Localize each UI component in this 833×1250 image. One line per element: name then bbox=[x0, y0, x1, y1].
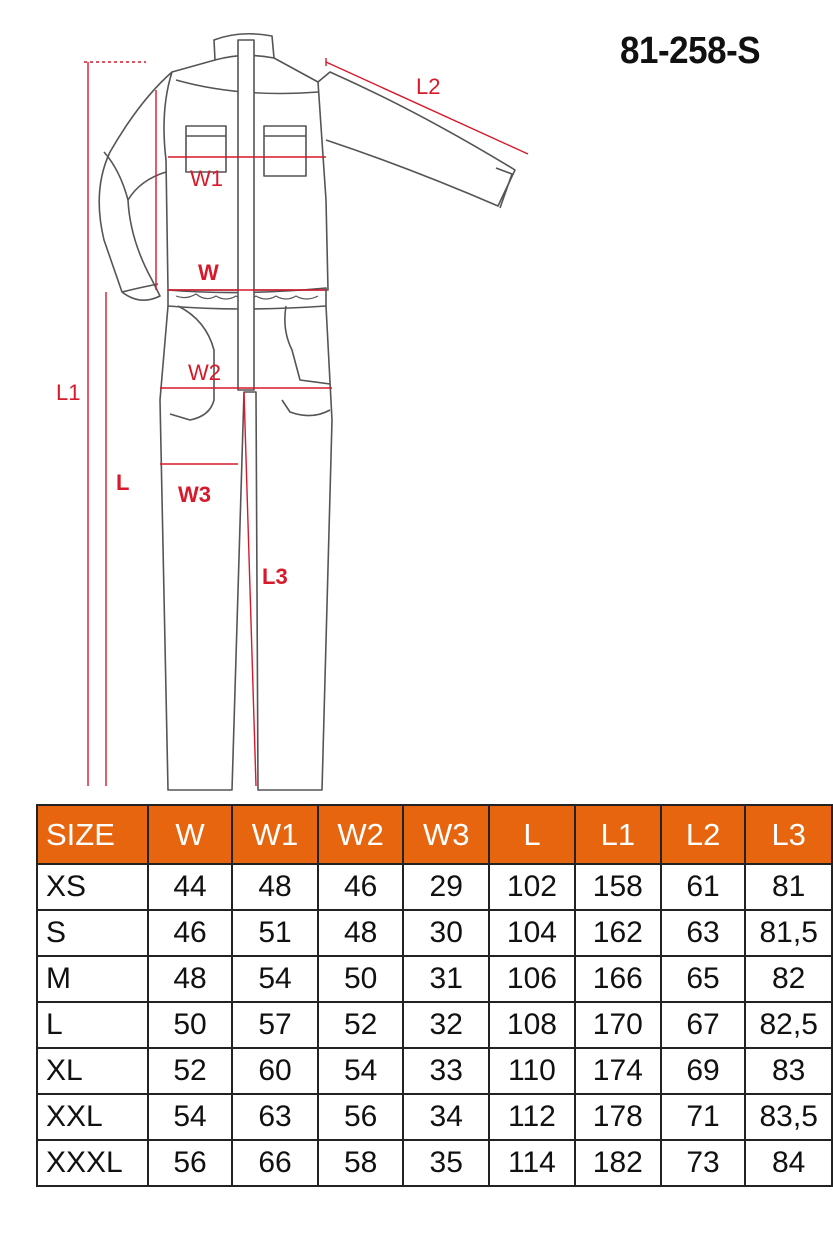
cell-l3: 83,5 bbox=[745, 1094, 832, 1140]
cell-w: 50 bbox=[148, 1002, 232, 1048]
header-l3: L3 bbox=[745, 805, 832, 864]
cell-w: 56 bbox=[148, 1140, 232, 1186]
label-w3: W3 bbox=[178, 482, 211, 507]
cell-size: M bbox=[37, 956, 148, 1002]
cell-size: XXL bbox=[37, 1094, 148, 1140]
table-row bbox=[37, 1002, 832, 1048]
label-l2: L2 bbox=[416, 74, 441, 99]
cell-w2: 50 bbox=[318, 956, 404, 1002]
table-row bbox=[37, 1140, 832, 1186]
cell-w1: 48 bbox=[232, 864, 318, 910]
cell-w1: 60 bbox=[232, 1048, 318, 1094]
cell-w3: 29 bbox=[403, 864, 489, 910]
cell-w2: 58 bbox=[318, 1140, 404, 1186]
cell-w1: 51 bbox=[232, 910, 318, 956]
cell-l: 104 bbox=[489, 910, 575, 956]
cell-w3: 32 bbox=[403, 1002, 489, 1048]
cell-l3: 84 bbox=[745, 1140, 832, 1186]
cell-l1: 178 bbox=[575, 1094, 661, 1140]
cell-w: 46 bbox=[148, 910, 232, 956]
cell-w1: 66 bbox=[232, 1140, 318, 1186]
cell-l2: 73 bbox=[661, 1140, 746, 1186]
cell-l: 112 bbox=[489, 1094, 575, 1140]
cell-l: 108 bbox=[489, 1002, 575, 1048]
cell-size: XS bbox=[37, 864, 148, 910]
cell-w2: 48 bbox=[318, 910, 404, 956]
label-l: L bbox=[116, 470, 130, 495]
header-l1: L1 bbox=[575, 805, 661, 864]
label-l1: L1 bbox=[56, 380, 81, 405]
header-w2: W2 bbox=[318, 805, 404, 864]
table-row bbox=[37, 864, 832, 910]
cell-l: 102 bbox=[489, 864, 575, 910]
cell-w1: 57 bbox=[232, 1002, 318, 1048]
cell-size: S bbox=[37, 910, 148, 956]
cell-l1: 162 bbox=[575, 910, 661, 956]
label-w2: W2 bbox=[188, 360, 221, 385]
header-w3: W3 bbox=[403, 805, 489, 864]
cell-w2: 56 bbox=[318, 1094, 404, 1140]
cell-w2: 52 bbox=[318, 1002, 404, 1048]
cell-l3: 83 bbox=[745, 1048, 832, 1094]
cell-l2: 65 bbox=[661, 956, 746, 1002]
cell-l1: 182 bbox=[575, 1140, 661, 1186]
cell-l: 114 bbox=[489, 1140, 575, 1186]
cell-l3: 81,5 bbox=[745, 910, 832, 956]
cell-w1: 54 bbox=[232, 956, 318, 1002]
label-l3: L3 bbox=[262, 564, 288, 589]
cell-w: 52 bbox=[148, 1048, 232, 1094]
label-w: W bbox=[198, 260, 219, 285]
cell-w: 44 bbox=[148, 864, 232, 910]
cell-w3: 30 bbox=[403, 910, 489, 956]
header-l2: L2 bbox=[661, 805, 746, 864]
cell-l2: 71 bbox=[661, 1094, 746, 1140]
cell-l1: 174 bbox=[575, 1048, 661, 1094]
table-row bbox=[37, 910, 832, 956]
cell-l: 106 bbox=[489, 956, 575, 1002]
cell-size: XXXL bbox=[37, 1140, 148, 1186]
header-w1: W1 bbox=[232, 805, 318, 864]
coverall-outline bbox=[99, 34, 515, 790]
cell-l1: 170 bbox=[575, 1002, 661, 1048]
cell-l: 110 bbox=[489, 1048, 575, 1094]
table-row bbox=[37, 1094, 832, 1140]
size-table-header bbox=[37, 805, 832, 864]
header-w: W bbox=[148, 805, 232, 864]
cell-size: XL bbox=[37, 1048, 148, 1094]
label-w1: W1 bbox=[190, 166, 223, 191]
cell-w: 54 bbox=[148, 1094, 232, 1140]
cell-l2: 61 bbox=[661, 864, 746, 910]
cell-w: 48 bbox=[148, 956, 232, 1002]
cell-w2: 54 bbox=[318, 1048, 404, 1094]
cell-l1: 166 bbox=[575, 956, 661, 1002]
cell-l1: 158 bbox=[575, 864, 661, 910]
cell-w3: 34 bbox=[403, 1094, 489, 1140]
header-size: SIZE bbox=[37, 805, 148, 864]
cell-w3: 35 bbox=[403, 1140, 489, 1186]
table-row bbox=[37, 956, 832, 1002]
cell-w2: 46 bbox=[318, 864, 404, 910]
cell-l2: 63 bbox=[661, 910, 746, 956]
product-code: 81-258-S bbox=[620, 30, 761, 72]
header-l: L bbox=[489, 805, 575, 864]
cell-w1: 63 bbox=[232, 1094, 318, 1140]
cell-w3: 33 bbox=[403, 1048, 489, 1094]
size-table bbox=[36, 804, 833, 1187]
cell-l3: 81 bbox=[745, 864, 832, 910]
cell-w3: 31 bbox=[403, 956, 489, 1002]
cell-l3: 82,5 bbox=[745, 1002, 832, 1048]
table-row bbox=[37, 1048, 832, 1094]
cell-l3: 82 bbox=[745, 956, 832, 1002]
cell-size: L bbox=[37, 1002, 148, 1048]
cell-l2: 67 bbox=[661, 1002, 746, 1048]
cell-l2: 69 bbox=[661, 1048, 746, 1094]
